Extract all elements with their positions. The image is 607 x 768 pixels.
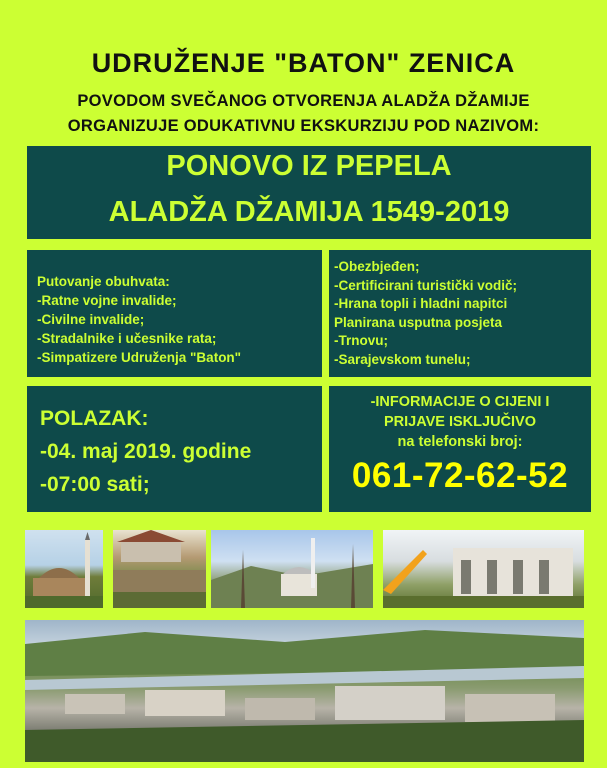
info-line: -INFORMACIJE O CIJENI I	[370, 394, 550, 410]
service-item: -Obezbjeđen;	[334, 259, 420, 274]
phone-number: 061-72-62-52	[351, 456, 569, 495]
city-panorama-photo	[25, 620, 584, 762]
services-box	[329, 250, 591, 377]
info-line: PRIJAVE ISKLJUČIVO	[383, 414, 537, 430]
departure-heading: POLAZAK:	[40, 407, 149, 430]
excursion-line: ORGANIZUJE ODUKATIVNU EKSKURZIJU POD NAZIVOM:	[67, 117, 540, 135]
event-title-box	[27, 146, 591, 239]
service-item: -Trnovu;	[334, 333, 388, 348]
organization-title: UDRUŽENJE "BATON" ZENICA	[91, 48, 516, 78]
participants-box	[27, 250, 322, 377]
ruins-photo	[113, 530, 206, 608]
participant-item: -Ratne vojne invalide;	[37, 293, 177, 308]
departure-date: -04. maj 2019. godine	[40, 440, 252, 463]
occasion-line: POVODOM SVEČANOG OTVORENJA ALADŽA DŽAMIJE	[77, 92, 530, 110]
info-box	[329, 386, 591, 512]
departure-time: -07:00 sati;	[40, 473, 150, 496]
event-title: PONOVO IZ PEPELA	[166, 150, 452, 182]
mosque-restoration-photo	[383, 530, 584, 608]
participant-item: -Civilne invalide;	[37, 312, 145, 327]
event-subtitle: ALADŽA DŽAMIJA 1549-2019	[108, 196, 510, 228]
participant-item: -Simpatizere Udruženja "Baton"	[37, 350, 242, 365]
info-line: na telefonski broj:	[397, 434, 523, 450]
service-item: -Certificirani turistički vodič;	[334, 277, 518, 293]
service-item: -Hrana topli i hladni napitci	[334, 296, 508, 311]
participant-item: -Stradalnike i učesnike rata;	[37, 331, 217, 346]
participants-heading: Putovanje obuhvata:	[37, 274, 170, 289]
departure-box	[27, 386, 322, 512]
mosque-photo	[25, 530, 103, 608]
service-item: -Sarajevskom tunelu;	[334, 351, 471, 367]
construction-photo	[211, 530, 373, 608]
service-item: Planirana usputna posjeta	[334, 314, 503, 330]
